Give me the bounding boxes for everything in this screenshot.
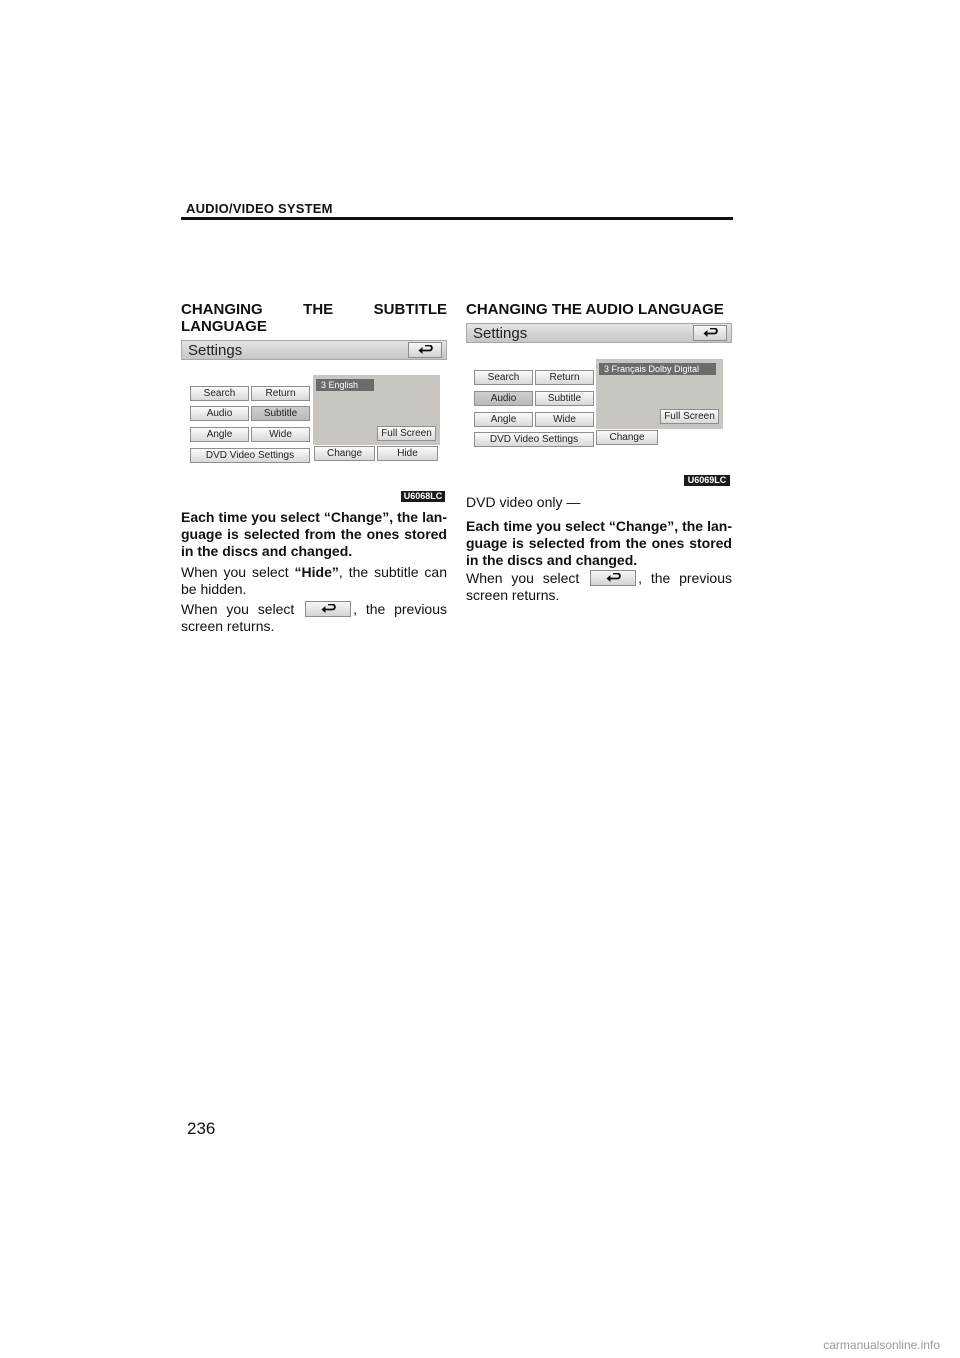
change-button[interactable]: Change (596, 430, 658, 445)
back-button[interactable] (693, 325, 727, 341)
right-note: DVD video only — (466, 494, 581, 510)
figure-code: U6068LC (401, 491, 445, 502)
settings-title-bar (466, 323, 732, 343)
section-header: AUDIO/VIDEO SYSTEM (186, 201, 333, 216)
full-screen-button[interactable]: Full Screen (377, 426, 436, 441)
back-arrow-icon (703, 328, 719, 339)
video-preview (596, 359, 723, 429)
angle-button[interactable]: Angle (474, 412, 533, 427)
right-heading: CHANGING THE AUDIO LANGUAGE (466, 301, 724, 318)
left-paragraph-change: Each time you select “Change”, the lan- guage is selected from the ones stored in the discs and changed. (181, 509, 447, 559)
settings-title: Settings (188, 342, 243, 359)
full-screen-button[interactable]: Full Screen (660, 409, 719, 424)
change-button[interactable]: Change (314, 446, 375, 461)
left-heading-line2: LANGUAGE (181, 318, 267, 335)
audio-language-indicator: 3 Français Dolby Digital (599, 363, 716, 375)
back-arrow-icon (606, 573, 622, 584)
search-button[interactable]: Search (190, 386, 249, 401)
back-button-icon (590, 570, 636, 586)
return-button[interactable]: Return (251, 386, 310, 401)
settings-title-bar (181, 340, 447, 360)
audio-button[interactable]: Audio (474, 391, 533, 406)
left-paragraph-hide: When you select “Hide”, the subtitle can be hidden. (181, 564, 447, 597)
subtitle-button[interactable]: Subtitle (251, 406, 310, 421)
return-button[interactable]: Return (535, 370, 594, 385)
back-arrow-icon (321, 604, 337, 615)
watermark: carmanualsonline.info (823, 1338, 940, 1352)
header-rule (181, 217, 733, 220)
video-preview (313, 375, 440, 445)
back-arrow-icon (418, 345, 434, 356)
right-settings-screen (466, 323, 732, 485)
left-heading-line1: CHANGING THE SUBTITLE (181, 301, 448, 318)
audio-button[interactable]: Audio (190, 406, 249, 421)
subtitle-language-indicator: 3 English (316, 379, 374, 391)
wide-button[interactable]: Wide (251, 427, 310, 442)
figure-code: U6069LC (684, 475, 730, 486)
subtitle-button[interactable]: Subtitle (535, 391, 594, 406)
dvd-video-settings-button[interactable]: DVD Video Settings (190, 448, 310, 463)
search-button[interactable]: Search (474, 370, 533, 385)
settings-title: Settings (473, 325, 528, 342)
back-button-icon (305, 601, 351, 617)
dvd-video-settings-button[interactable]: DVD Video Settings (474, 432, 594, 447)
wide-button[interactable]: Wide (535, 412, 594, 427)
left-settings-screen (181, 340, 447, 500)
right-paragraph-change: Each time you select “Change”, the lan- guage is selected from the ones stored in the discs and changed. (466, 518, 732, 568)
right-paragraph-back: When you select , the previous screen returns. (466, 570, 733, 603)
hide-button[interactable]: Hide (377, 446, 438, 461)
left-heading (181, 301, 447, 335)
angle-button[interactable]: Angle (190, 427, 249, 442)
page-number: 236 (187, 1119, 216, 1138)
back-button[interactable] (408, 342, 442, 358)
left-paragraph-back: When you select , the previous screen returns. (181, 601, 448, 634)
